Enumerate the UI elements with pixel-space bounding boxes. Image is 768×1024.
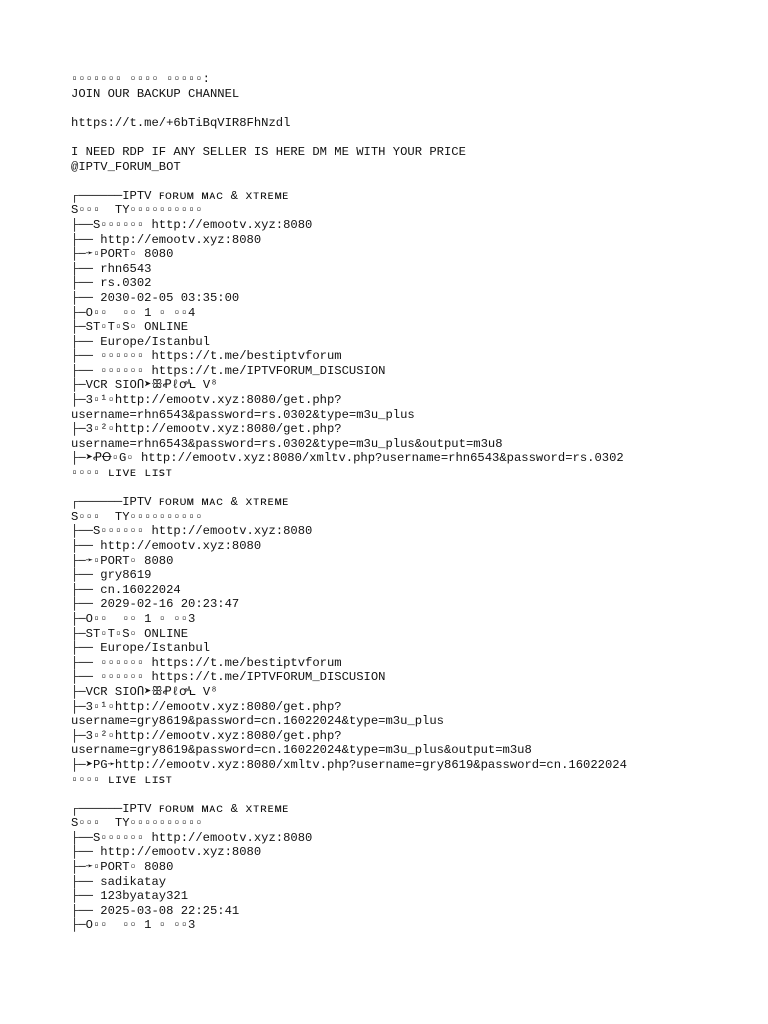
entry-expiry: ├── 2030-02-05 03:35:00 — [71, 290, 240, 305]
entry-timezone: ├── Europe/Istanbul — [71, 334, 210, 349]
entry-real-url[interactable]: ├── http://emootv.xyz:8080 — [71, 845, 262, 860]
entry-m3u-link[interactable]: ├─3▫¹▫http://emootv.xyz:8080/get.php? — [71, 699, 342, 714]
entry-status: ├─ST▫T▫S▫ ONLINE — [71, 626, 189, 641]
entry-password: ├── 123byatay321 — [71, 889, 189, 904]
entry-footer: ▫▫▫▫ ʟɪᴠᴇ ʟɪꜱᴛ — [71, 772, 173, 787]
entry-connections: ├─O▫▫ ▫▫ 1 ▫ ▫▫4 — [71, 305, 196, 320]
entry-m3u-link[interactable]: ├─3▫¹▫http://emootv.xyz:8080/get.php? — [71, 393, 342, 408]
entry-m3u8-link[interactable]: ├─3▫²▫http://emootv.xyz:8080/get.php? — [71, 728, 342, 743]
bot-handle[interactable]: @IPTV_FORUM_BOT — [71, 159, 181, 174]
entry-expiry: ├── 2025-03-08 22:25:41 — [71, 903, 240, 918]
entry-password: ├── rs.0302 — [71, 276, 152, 291]
entry-title: ┌──────IPTV ꜰᴏʀᴜᴍ ᴍᴀᴄ & xᴛʀᴇᴍᴇ — [71, 495, 290, 510]
entry-epg-link[interactable]: ├─➤PG➛http://emootv.xyz:8080/xmltv.php?username=gry8619&password=cn.16022024 — [71, 757, 627, 772]
entry-real-url[interactable]: ├── http://emootv.xyz:8080 — [71, 232, 262, 247]
entry-real-url[interactable]: ├── http://emootv.xyz:8080 — [71, 539, 262, 553]
account-entry-2 — [71, 495, 761, 787]
entry-subtitle: S▫▫▫ TY▫▫▫▫▫▫▫▫▫▫ — [71, 203, 203, 218]
entry-server[interactable]: ├──S▫▫▫▫▫▫ http://emootv.xyz:8080 — [71, 524, 313, 539]
entry-port: ├─➛▫PORT▫ 8080 — [71, 247, 174, 262]
entry-port: ├─➛▫PORT▫ 8080 — [71, 860, 174, 875]
entry-m3u-link-cont[interactable]: username=rhn6543&password=rs.0302&type=m3u_plus — [71, 407, 415, 422]
entry-password: ├── cn.16022024 — [71, 582, 181, 597]
entry-server[interactable]: ├──S▫▫▫▫▫▫ http://emootv.xyz:8080 — [71, 830, 313, 845]
entry-forum-link[interactable]: ├── ▫▫▫▫▫▫ https://t.me/bestiptvforum — [71, 655, 342, 670]
entry-version: ├─VCR SIOՈ➤ꕥꝒℓꝍꝆ V⁸ — [71, 684, 218, 699]
entry-title: ┌──────IPTV ꜰᴏʀᴜᴍ ᴍᴀᴄ & xᴛʀᴇᴍᴇ — [71, 188, 290, 203]
rdp-request-text: I NEED RDP IF ANY SELLER IS HERE DM ME WITH YOUR PRICE — [71, 144, 466, 159]
entry-epg-link[interactable]: ├─➤ꝒꝊ▫G▫ http://emootv.xyz:8080/xmltv.php?username=rhn6543&password=rs.0302 — [71, 451, 624, 466]
entry-discussion-link[interactable]: ├── ▫▫▫▫▫▫ https://t.me/IPTVFORUM_DISCUSION — [71, 363, 386, 378]
document-page — [71, 72, 761, 933]
entry-discussion-link[interactable]: ├── ▫▫▫▫▫▫ https://t.me/IPTVFORUM_DISCUSION — [71, 670, 386, 685]
entry-expiry: ├── 2029-02-16 20:23:47 — [71, 597, 240, 612]
entry-connections: ├─O▫▫ ▫▫ 1 ▫ ▫▫3 — [71, 611, 196, 626]
account-entry-3 — [71, 802, 761, 933]
entry-username: ├── rhn6543 — [71, 261, 152, 276]
entry-status: ├─ST▫T▫S▫ ONLINE — [71, 320, 189, 335]
entry-timezone: ├── Europe/Istanbul — [71, 641, 210, 656]
entry-m3u8-link[interactable]: ├─3▫²▫http://emootv.xyz:8080/get.php? — [71, 422, 342, 437]
backup-channel-link[interactable]: https://t.me/+6bTiBqVIR8FhNzdl — [71, 115, 291, 130]
entry-version: ├─VCR SIOՈ➤ꕥꝒℓꝍꝆ V⁸ — [71, 378, 218, 393]
entry-title: ┌──────IPTV ꜰᴏʀᴜᴍ ᴍᴀᴄ & xᴛʀᴇᴍᴇ — [71, 801, 290, 816]
entry-server[interactable]: ├──S▫▫▫▫▫▫ http://emootv.xyz:8080 — [71, 217, 313, 232]
entry-subtitle: S▫▫▫ TY▫▫▫▫▫▫▫▫▫▫ — [71, 509, 203, 524]
entry-username: ├── sadikatay — [71, 874, 167, 889]
intro-text: ▫▫▫▫▫▫▫ ▫▫▫▫ ▫▫▫▫▫: — [71, 72, 210, 86]
entry-connections: ├─O▫▫ ▫▫ 1 ▫ ▫▫3 — [71, 918, 196, 933]
backup-channel-title: JOIN OUR BACKUP CHANNEL — [71, 86, 240, 101]
account-entry-1 — [71, 189, 761, 481]
entry-m3u8-link-cont[interactable]: username=gry8619&password=cn.16022024&type=m3u_plus&output=m3u8 — [71, 743, 532, 758]
entry-port: ├─➛▫PORT▫ 8080 — [71, 553, 174, 568]
entry-footer: ▫▫▫▫ ʟɪᴠᴇ ʟɪꜱᴛ — [71, 466, 173, 481]
entry-forum-link[interactable]: ├── ▫▫▫▫▫▫ https://t.me/bestiptvforum — [71, 349, 342, 364]
entry-username: ├── gry8619 — [71, 568, 152, 583]
entry-m3u-link-cont[interactable]: username=gry8619&password=cn.16022024&type=m3u_plus — [71, 714, 444, 729]
entry-m3u8-link-cont[interactable]: username=rhn6543&password=rs.0302&type=m3u_plus&output=m3u8 — [71, 436, 503, 451]
entry-subtitle: S▫▫▫ TY▫▫▫▫▫▫▫▫▫▫ — [71, 816, 203, 831]
